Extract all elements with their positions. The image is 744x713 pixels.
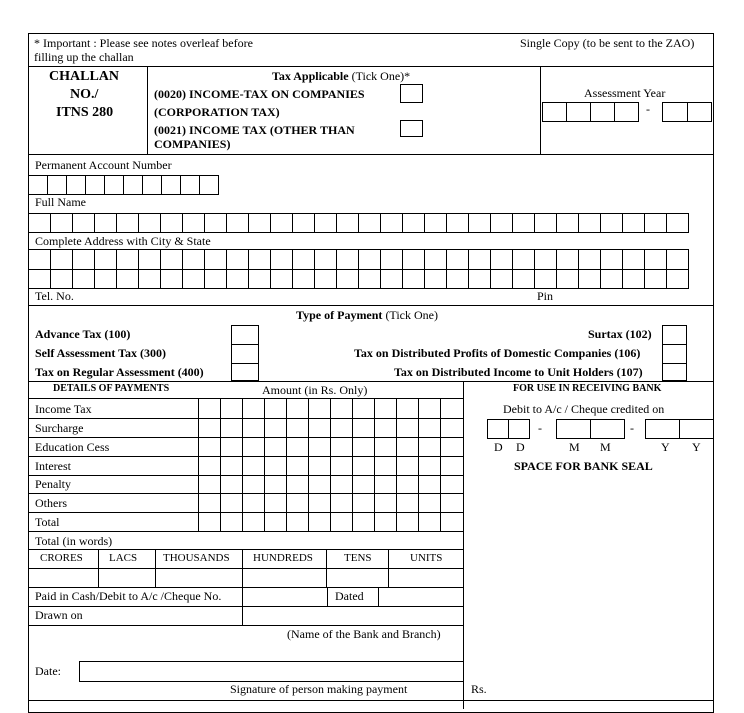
- distributed-profits-label: Tax on Distributed Profits of Domestic Companies (106): [354, 346, 641, 360]
- divider: [28, 66, 714, 67]
- surtax-label: Surtax (102): [588, 327, 652, 341]
- self-assessment-checkbox[interactable]: [231, 344, 259, 364]
- distributed-income-checkbox[interactable]: [662, 363, 687, 381]
- row-total: Total: [35, 515, 60, 529]
- bank-y1: Y: [661, 440, 670, 454]
- divider: [540, 66, 541, 154]
- pin-label: Pin: [537, 289, 554, 303]
- tax-option-0021-line1: (0021) INCOME TAX (OTHER THAN: [154, 123, 355, 137]
- bank-year-cells[interactable]: [645, 419, 713, 439]
- row-others: Others: [35, 496, 67, 510]
- bank-month-cells[interactable]: [556, 419, 624, 439]
- address-cells-row1[interactable]: [28, 249, 688, 270]
- full-name-cells[interactable]: [28, 213, 688, 233]
- denom-hundreds: HUNDREDS: [253, 552, 313, 564]
- bank-y2: Y: [692, 440, 701, 454]
- drawn-on-label: Drawn on: [35, 608, 83, 622]
- tax-option-0021-checkbox[interactable]: [400, 120, 423, 137]
- bank-day-cells[interactable]: [487, 419, 529, 439]
- drawn-on-field[interactable]: [242, 606, 464, 626]
- bank-d2: D: [516, 440, 525, 454]
- tax-applicable-title: Tax Applicable (Tick One)*: [272, 69, 411, 83]
- tax-option-0020-line2: (CORPORATION TAX): [154, 105, 280, 119]
- divider: [463, 381, 464, 709]
- address-label: Complete Address with City & State: [35, 234, 211, 248]
- amount-label: Amount (in Rs. Only): [262, 383, 368, 397]
- self-assessment-label: Self Assessment Tax (300): [35, 346, 167, 360]
- denom-tens: TENS: [344, 552, 372, 564]
- signature-caption: Signature of person making payment: [230, 682, 408, 696]
- bank-d1: D: [494, 440, 503, 454]
- tax-option-0020-line1: (0020) INCOME-TAX ON COMPANIES: [154, 87, 365, 101]
- row-education-cess: Education Cess: [35, 440, 110, 454]
- row-surcharge: Surcharge: [35, 421, 84, 435]
- divider: [28, 305, 714, 306]
- divider: [28, 154, 714, 155]
- denom-thousands: THOUSANDS: [163, 552, 230, 564]
- details-title: DETAILS OF PAYMENTS: [53, 383, 170, 394]
- full-name-label: Full Name: [35, 195, 86, 209]
- challan-title: CHALLAN: [49, 69, 120, 84]
- denom-lacs: LACS: [109, 552, 138, 564]
- payment-type-title: Type of Payment (Tick One): [296, 308, 438, 322]
- important-note-line2: filling up the challan: [34, 50, 134, 64]
- bank-seal-label: SPACE FOR BANK SEAL: [514, 459, 653, 473]
- row-penalty: Penalty: [35, 477, 71, 491]
- important-note-line1: * Important : Please see notes overleaf before: [34, 36, 253, 50]
- divider: [28, 381, 714, 382]
- regular-assessment-label: Tax on Regular Assessment (400): [35, 365, 204, 379]
- row-income-tax: Income Tax: [35, 402, 92, 416]
- tel-label: Tel. No.: [35, 289, 74, 303]
- distributed-profits-checkbox[interactable]: [662, 344, 687, 364]
- distributed-income-label: Tax on Distributed Income to Unit Holders (107): [394, 365, 643, 379]
- bank-date-dash-2: -: [630, 421, 634, 435]
- advance-tax-label: Advance Tax (100): [35, 327, 131, 341]
- dated-label: Dated: [335, 589, 364, 603]
- date-label: Date:: [35, 664, 61, 678]
- bank-m1: M: [569, 440, 580, 454]
- receiving-bank-title: FOR USE IN RECEIVING BANK: [513, 383, 662, 394]
- bank-date-dash: -: [538, 421, 542, 435]
- divider: [147, 66, 148, 154]
- assessment-year-start-cells[interactable]: [542, 102, 638, 122]
- regular-assessment-checkbox[interactable]: [231, 363, 259, 381]
- cheque-date-field[interactable]: [378, 587, 464, 607]
- date-field[interactable]: [79, 661, 464, 682]
- assessment-year-dash: -: [646, 102, 650, 116]
- cheque-number-field[interactable]: [242, 587, 328, 607]
- denom-units: UNITS: [410, 552, 443, 564]
- bank-m2: M: [600, 440, 611, 454]
- address-cells-row2[interactable]: [28, 269, 688, 289]
- challan-no: NO./: [70, 87, 99, 102]
- tax-option-0020-checkbox[interactable]: [400, 84, 423, 103]
- denom-crores: CRORES: [40, 552, 83, 564]
- tax-option-0021-line2: COMPANIES): [154, 137, 231, 151]
- single-copy-note: Single Copy (to be sent to the ZAO): [520, 36, 695, 50]
- total-in-words-label: Total (in words): [35, 534, 113, 548]
- assessment-year-end-cells[interactable]: [662, 102, 711, 122]
- challan-itns: ITNS 280: [56, 105, 114, 120]
- paid-in-label: Paid in Cash/Debit to A/c /Cheque No.: [35, 589, 222, 603]
- advance-tax-checkbox[interactable]: [231, 325, 259, 345]
- pan-cells[interactable]: [28, 175, 218, 195]
- pan-label: Permanent Account Number: [35, 158, 172, 172]
- bank-branch-caption: (Name of the Bank and Branch): [287, 627, 441, 641]
- surtax-checkbox[interactable]: [662, 325, 687, 345]
- rs-label: Rs.: [471, 682, 487, 696]
- assessment-year-label: Assessment Year: [584, 86, 666, 100]
- divider: [28, 398, 463, 399]
- debit-credited-label: Debit to A/c / Cheque credited on: [503, 402, 665, 416]
- row-interest: Interest: [35, 459, 71, 473]
